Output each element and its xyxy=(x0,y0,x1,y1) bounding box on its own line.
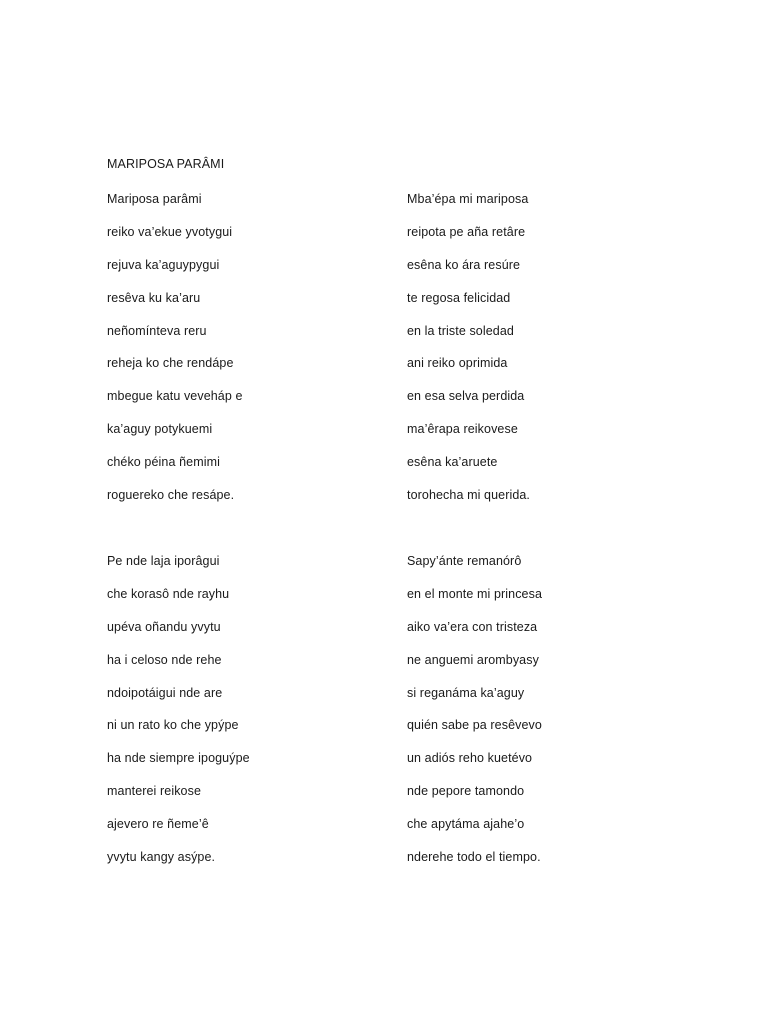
verse-line xyxy=(0,420,768,453)
verse-line xyxy=(0,782,768,815)
translation-line: en esa selva perdida xyxy=(407,389,525,404)
translation-line: en la triste soledad xyxy=(407,323,514,338)
guarani-line: rejuva ka’aguypygui xyxy=(107,257,220,272)
guarani-line: ha i celoso nde rehe xyxy=(107,652,222,667)
verse-line xyxy=(0,387,768,420)
guarani-line: resêva ku ka’aru xyxy=(107,290,201,305)
translation-line: quién sabe pa resêvevo xyxy=(407,718,542,733)
verse-line xyxy=(0,190,768,223)
verse-line xyxy=(0,453,768,486)
translation-line: reipota pe aña retâre xyxy=(407,224,526,239)
guarani-line: ka’aguy potykuemi xyxy=(107,422,213,437)
verse-line xyxy=(0,585,768,618)
guarani-line: ndoipotáigui nde are xyxy=(107,685,223,700)
verse-line xyxy=(0,684,768,717)
poem-title: MARIPOSA PARÂMI xyxy=(107,157,225,171)
guarani-line: yvytu kangy asýpe. xyxy=(107,850,216,865)
guarani-line: ajevero re ñeme’ê xyxy=(107,817,209,832)
verse-line xyxy=(0,618,768,651)
translation-line: ma’êrapa reikovese xyxy=(407,422,518,437)
translation-line: ne anguemi arombyasy xyxy=(407,652,539,667)
guarani-line: mbegue katu veveháp e xyxy=(107,389,243,404)
guarani-line: chéko péina ñemimi xyxy=(107,455,220,470)
guarani-line: Pe nde laja iporâgui xyxy=(107,554,220,568)
translation-line: nderehe todo el tiempo. xyxy=(407,850,541,865)
verse-line xyxy=(0,289,768,322)
verse-line xyxy=(0,256,768,289)
translation-line: ani reiko oprimida xyxy=(407,356,508,371)
verse-line xyxy=(0,815,768,848)
translation-line: un adiós reho kuetévo xyxy=(407,751,533,766)
translation-line: aiko va’era con tristeza xyxy=(407,619,538,634)
guarani-line: upéva oñandu yvytu xyxy=(107,619,221,634)
verse-line xyxy=(0,223,768,256)
verse-line xyxy=(0,716,768,749)
guarani-line: manterei reikose xyxy=(107,784,202,799)
guarani-line: ni un rato ko che ypýpe xyxy=(107,718,239,733)
verse-line xyxy=(0,848,768,881)
verse-line xyxy=(0,749,768,782)
translation-line: che apytáma ajahe’o xyxy=(407,817,525,832)
translation-line: nde pepore tamondo xyxy=(407,784,525,799)
translation-line: torohecha mi querida. xyxy=(407,488,531,503)
guarani-line: che korasô nde rayhu xyxy=(107,586,230,601)
translation-line: esêna ka’aruete xyxy=(407,455,498,470)
guarani-line: reheja ko che rendápe xyxy=(107,356,234,371)
verse-line xyxy=(0,651,768,684)
guarani-line: roguereko che resápe. xyxy=(107,488,235,503)
translation-line: te regosa felicidad xyxy=(407,290,511,305)
guarani-line: Mariposa parâmi xyxy=(107,192,202,206)
translation-line: en el monte mi princesa xyxy=(407,586,543,601)
verse-line xyxy=(0,322,768,355)
verse-line xyxy=(0,552,768,585)
translation-line: esêna ko ára resúre xyxy=(407,257,521,272)
guarani-line: ha nde siempre ipoguýpe xyxy=(107,751,250,766)
guarani-line: reiko va’ekue yvotygui xyxy=(107,224,233,239)
verse-line xyxy=(0,486,768,519)
stanza-2 xyxy=(0,552,768,881)
translation-line: si reganáma ka’aguy xyxy=(407,685,525,700)
translation-line: Mba’épa mi mariposa xyxy=(407,192,529,206)
translation-line: Sapy’ánte remanórô xyxy=(407,554,522,568)
stanza-1 xyxy=(0,190,768,519)
verse-line xyxy=(0,354,768,387)
guarani-line: neñomínteva reru xyxy=(107,323,207,338)
